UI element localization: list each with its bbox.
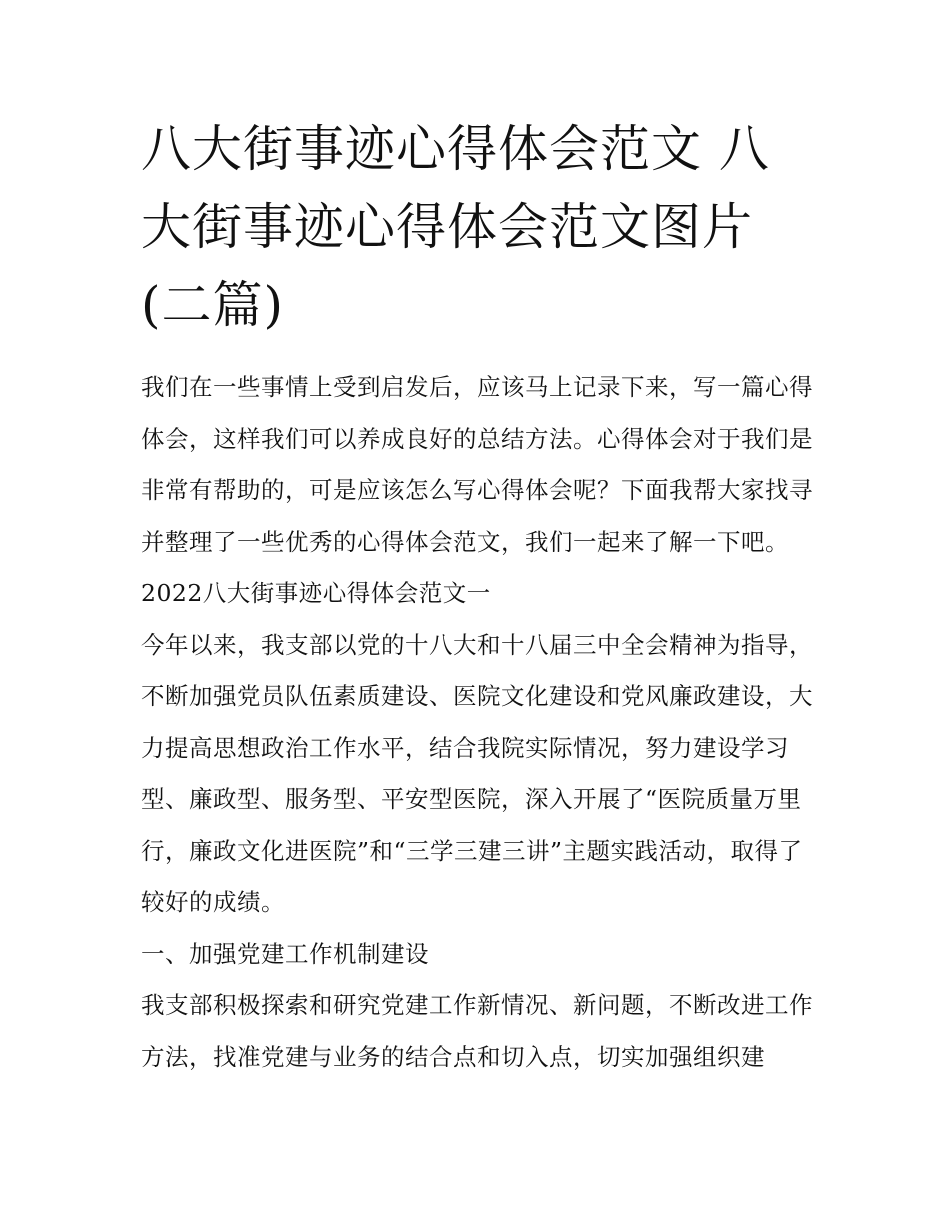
body-paragraph-2: 我支部积极探索和研究党建工作新情况、新问题，不断改进工作方法，找准党建与业务的结合点和切入点，切实加强组织建 <box>141 991 813 1071</box>
intro-paragraph: 我们在一些事情上受到启发后，应该马上记录下来，写一篇心得体会，这样我们可以养成良好的总结方法。心得体会对于我们是非常有帮助的，可是应该怎么写心得体会呢？下面我帮大家找寻并整理了一些优秀的心得体会范文，我们一起来了解一下吧。 <box>141 373 813 556</box>
document-title: 八大街事迹心得体会范文 八大街事迹心得体会范文图片(二篇) <box>141 120 770 334</box>
subheading: 一、加强党建工作机制建设 <box>141 939 429 968</box>
body-paragraph: 今年以来，我支部以党的十八大和十八届三中全会精神为指导，不断加强党员队伍素质建设、医院文化建设和党风廉政建设，大力提高思想政治工作水平，结合我院实际情况，努力建设学习型、廉政型、服务型、平安型医院，深入开展了“医院质量万里行，廉政文化进医院”和“三学三建三讲”主题实践活动，取得了较好的成绩。 <box>141 630 813 916</box>
section-title: 2022八大街事迹心得体会范文一 <box>141 579 491 607</box>
